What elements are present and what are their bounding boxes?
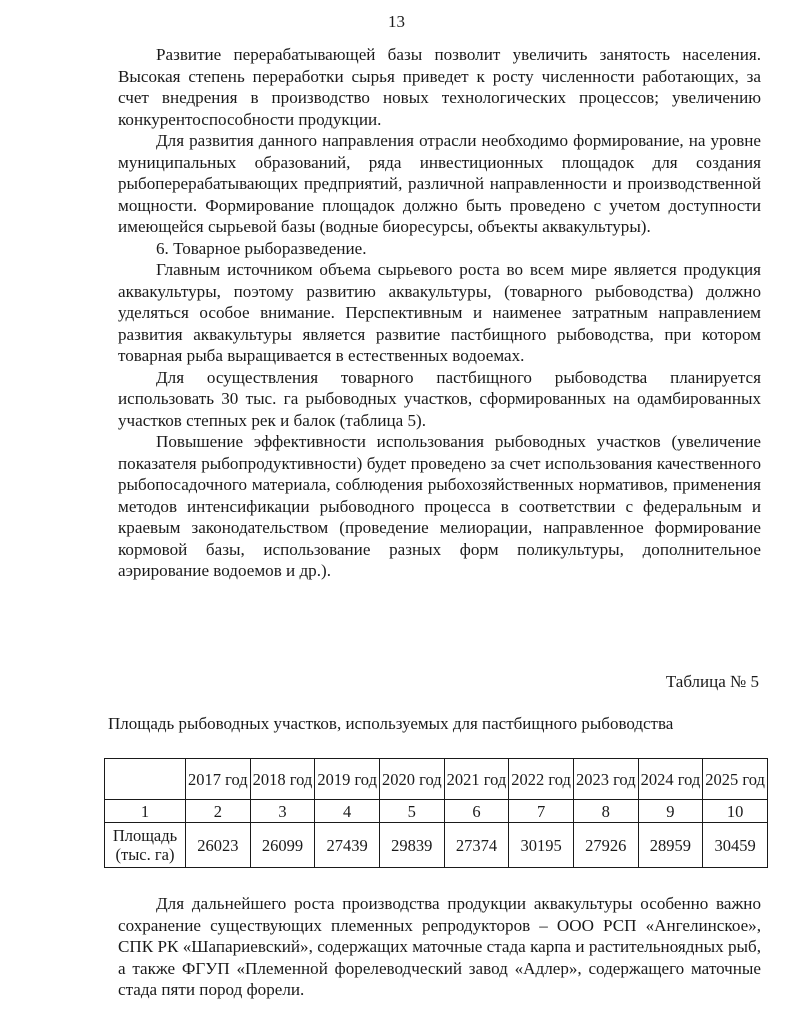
column-number: 4 [315,800,380,823]
table-title: Площадь рыбоводных участков, используемых для пастбищного рыбоводства [108,714,674,733]
area-value: 28959 [638,823,703,868]
table-header-row [105,759,768,800]
section-heading-commercial-fish-farming: 6. Товарное рыборазведение. [156,238,367,258]
area-value: 27926 [573,823,638,868]
paragraph-pasture-fish-farming: Для осуществления товарного пастбищного рыбоводства планируется использовать 30 тыс. га рыбоводных участков, сформированных на одамбированных участков степных рек и балок (таблица 5). [118,367,761,430]
area-value: 26023 [186,823,251,868]
year-header: 2017 год [186,759,251,800]
table-label: Таблица № 5 [665,672,759,691]
year-header: 2022 год [509,759,574,800]
year-header: 2020 год [379,759,444,800]
column-number: 5 [379,800,444,823]
table-row [105,823,768,868]
column-number: 6 [444,800,509,823]
year-header: 2018 год [250,759,315,800]
paragraph-aquaculture: Главным источником объема сырьевого роста во всем мире является продукция аквакультуры, поэтому развитию аквакультуры, (товарного рыбоводства) должно уделяться особое внимание. Перспективным и наименее затратным направлением развития аквакультуры является развитие пастбищного рыбоводства, при котором товарная рыба выращивается в естественных водоемах. [118,260,761,365]
page-number: 13 [388,12,405,31]
area-value: 30195 [509,823,574,868]
year-header: 2024 год [638,759,703,800]
column-number: 8 [573,800,638,823]
row-label-area: Площадь (тыс. га) [105,823,186,868]
area-value: 27374 [444,823,509,868]
area-value: 30459 [703,823,768,868]
column-number: 7 [509,800,574,823]
column-number: 9 [638,800,703,823]
year-header: 2025 год [703,759,768,800]
table-column-number-row [105,800,768,823]
area-value: 29839 [379,823,444,868]
column-number: 10 [703,800,768,823]
column-number: 2 [186,800,251,823]
paragraph-breeding-reproducers: Для дальнейшего роста производства продукции аквакультуры особенно важно сохранение существующих племенных репродукторов – ООО РСП «Ангелинское», СПК РК «Шапариевский», содержащих маточные стада карпа и растительноядных рыб, а также ФГУП «Племенной форелеводческий завод «Адлер», содержащего маточные стада пяти пород форели. [118,894,761,999]
year-header: 2023 год [573,759,638,800]
table-corner-cell [105,759,186,800]
area-value: 27439 [315,823,380,868]
area-value: 26099 [250,823,315,868]
column-number: 1 [105,800,186,823]
paragraph-efficiency: Повышение эффективности использования рыбоводных участков (увеличение показателя рыбопродуктивности) будет проведено за счет использования качественного рыбопосадочного материала, соблюдения рыбохозяйственных нормативов, применения методов интенсификации рыбоводного процесса в соответствии с федеральным и краевым законодательством (проведение мелиорации, направленное формирование кормовой базы, использование разных форм поликультуры, дополнительное аэрирование водоемов и др.). [118,432,761,580]
body-text [118,44,761,582]
year-header: 2021 год [444,759,509,800]
year-header: 2019 год [315,759,380,800]
column-number: 3 [250,800,315,823]
paragraph-investment-sites: Для развития данного направления отрасли необходимо формирование, на уровне муниципальных образований, ряда инвестиционных площадок для создания рыбоперерабатывающих предприятий, различной направленности и производственной мощности. Формирование площадок должно быть проведено с учетом доступности имеющейся сырьевой базы (водные биоресурсы, объекты аквакультуры). [118,131,761,236]
paragraph-processing-base: Развитие перерабатывающей базы позволит увеличить занятость населения. Высокая степень переработки сырья приведет к росту численности работающих, за счет внедрения в производство новых технологических процессов; увеличению конкурентоспособности продукции. [118,45,761,129]
closing-text [118,893,761,1001]
fish-farming-area-table [104,758,768,868]
